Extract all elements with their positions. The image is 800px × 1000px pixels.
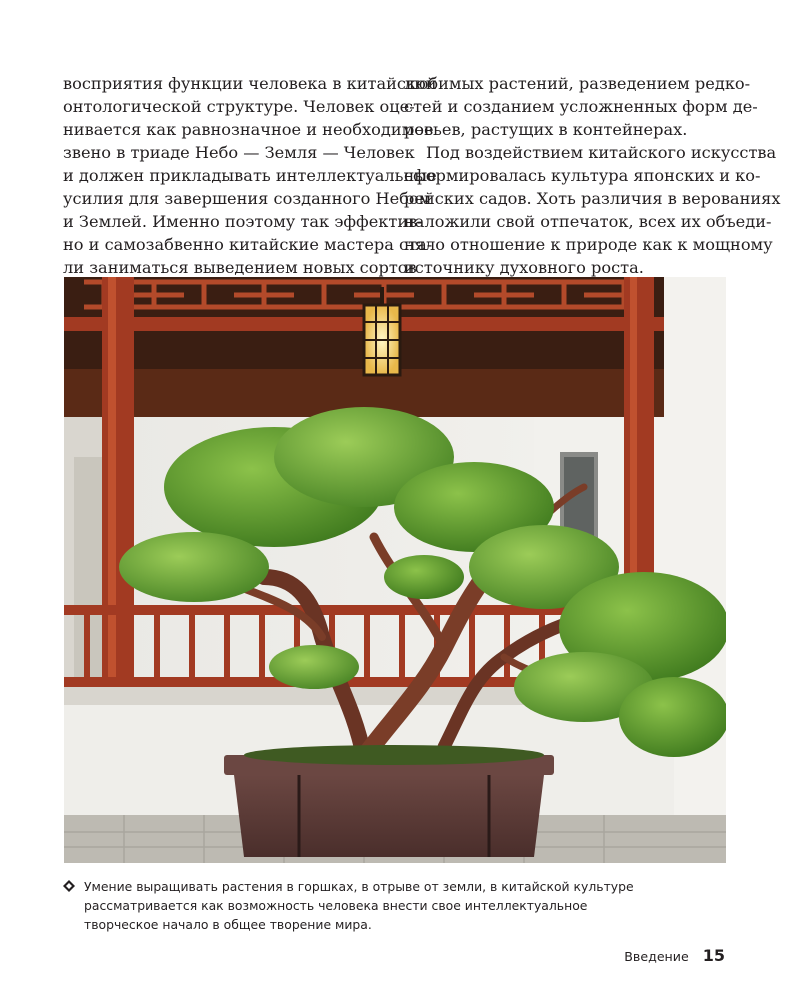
- figure-caption: [63, 877, 725, 934]
- page-footer: [624, 946, 725, 965]
- text-line: но и самозабвенно китайские мастера ста-: [63, 235, 433, 254]
- body-paragraph: [404, 141, 781, 279]
- page-number: 15: [702, 946, 725, 965]
- bonsai-illustration: [64, 277, 726, 863]
- text-line: сформировалась культура японских и ко-: [404, 166, 761, 185]
- section-title: Введение: [624, 949, 689, 964]
- text-line: ревьев, растущих в контейнерах.: [404, 120, 688, 139]
- text-line: восприятия функции человека в китайской: [63, 74, 437, 93]
- left-text-column: [63, 72, 437, 279]
- text-line: и Землей. Именно поэтому так эффектив-: [63, 212, 423, 231]
- bonsai-photo: [64, 277, 726, 863]
- caption-line: творческое начало в общее творение мира.: [84, 917, 372, 932]
- right-text-column: [404, 72, 781, 279]
- text-line: источнику духовного роста.: [404, 258, 644, 277]
- text-line: Под воздействием китайского искусства: [426, 143, 777, 162]
- caption-line: Умение выращивать растения в горшках, в отрыве от земли, в китайской культуре: [84, 879, 634, 894]
- text-line: наложили свой отпечаток, всех их объеди-: [404, 212, 772, 231]
- text-line: рейских садов. Хоть различия в верованиях: [404, 189, 781, 208]
- text-line: онтологической структуре. Человек оце-: [63, 97, 415, 116]
- body-paragraph: [63, 72, 437, 279]
- text-line: звено в триаде Небо — Земля — Человек: [63, 143, 415, 162]
- diamond-bullet-icon: [63, 880, 75, 892]
- text-line: любимых растений, разведением редко-: [404, 74, 751, 93]
- text-line: нивается как равнозначное и необходимое: [63, 120, 434, 139]
- text-line: усилия для завершения созданного Небом: [63, 189, 432, 208]
- text-line: няло отношение к природе как к мощному: [404, 235, 773, 254]
- text-line: стей и созданием усложненных форм де-: [404, 97, 758, 116]
- caption-line: рассматривается как возможность человека внести свое интеллектуальное: [84, 898, 588, 913]
- body-paragraph: [404, 72, 758, 141]
- text-line: и должен прикладывать интеллектуальные: [63, 166, 437, 185]
- text-line: ли заниматься выведением новых сортов: [63, 258, 417, 277]
